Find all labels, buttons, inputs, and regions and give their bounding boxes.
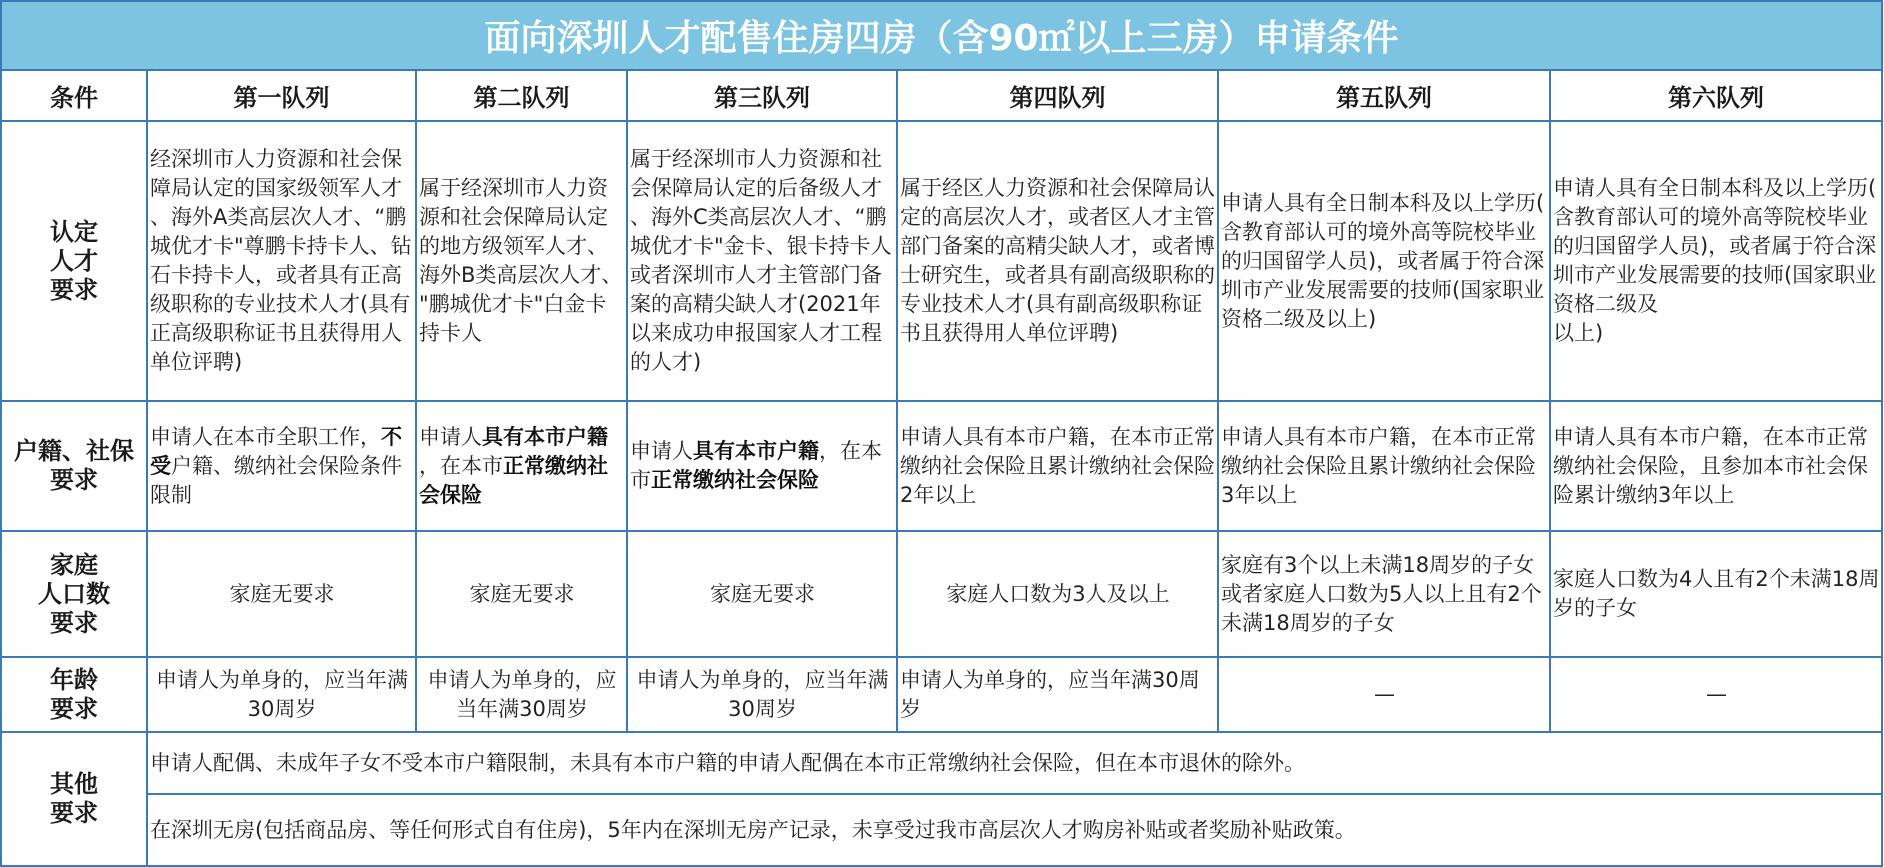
age-requirement-queue-5	[1219, 658, 1551, 733]
header-queue-label: 第三队列	[714, 84, 810, 112]
cell-text: 申请人具有全日制本科及以上学历(含教育部认可的境外高等院校毕业的归国留学人员)，或者属于符合深圳市产业发展需要的技师(国家职业资格二级及以上)	[1221, 190, 1545, 331]
header-queue-label: 第二队列	[473, 84, 570, 112]
row-label-text: 认定 人才 要求	[50, 217, 98, 304]
header-queue-label: 第一队列	[233, 84, 330, 112]
emphasis-text: 具有本市户籍	[482, 424, 608, 449]
row-label-text: 家庭 人口数 要求	[38, 550, 110, 637]
cell-text: 家庭无要求	[469, 581, 575, 606]
table-title-text: 面向深圳人才配售住房四房（含90㎡以上三房）申请条件	[484, 18, 1399, 59]
header-queue-3	[628, 71, 898, 122]
age-requirement-queue-6	[1551, 658, 1883, 733]
cell-text: 申请人为单身的，应当年满30周岁	[427, 667, 617, 721]
cell-text: 申请人具有全日制本科及以上学历(含教育部认可的境外高等院校毕业的归国留学人员)，或者属于符合深圳市产业发展需要的技师(国家职业资格二级及 以上)	[1553, 176, 1877, 345]
header-queue-label: 第六队列	[1668, 84, 1764, 112]
text-segment: ，在本市	[419, 453, 503, 478]
hukou-requirement-queue-2	[417, 402, 628, 532]
cell-text: 申请人为单身的，应当年满30周岁	[636, 667, 889, 721]
cell-text: 申请人具有本市户籍，在本市正常缴纳社会保险，且参加本市社会保险累计缴纳3年以上	[1553, 424, 1868, 507]
cell-text: 属于经区人力资源和社会保障局认定的高层次人才，或者区人才主管部门备案的高精尖缺人才，或者博士研究生，或者具有副高级职称的专业技术人才(具有副高级职称证书且获得用人单位评聘)	[900, 176, 1215, 345]
cell-text: 申请人配偶、未成年子女不受本市户籍限制，未具有本市户籍的申请人配偶在本市正常缴纳社会保险，但在本市退休的除外。	[150, 750, 1305, 775]
cell-text: 申请人具有本市户籍，在本市正常缴纳社会保险且累计缴纳社会保险3年以上	[1221, 424, 1536, 507]
hukou-requirement-queue-5	[1219, 402, 1551, 532]
other-requirement-line-1	[148, 733, 1883, 795]
cell-text: 家庭人口数为4人且有2个未满18周岁的子女	[1553, 567, 1880, 620]
talent-requirement-queue-2	[417, 122, 628, 402]
hukou-requirement-queue-4	[898, 402, 1219, 532]
household-requirement-queue-6	[1551, 532, 1883, 658]
cell-text: 在深圳无房(包括商品房、等任何形式自有住房)，5年内在深圳无房产记录，未享受过我市高层次人才购房补贴或者奖励补贴政策。	[150, 817, 1356, 842]
emphasis-text: 正常缴纳社会保险	[419, 453, 608, 507]
talent-requirement-queue-5	[1219, 122, 1551, 402]
row-label-household-size	[2, 532, 148, 658]
row-label-age	[2, 658, 148, 733]
text-segment: 申请人在本市全职工作，	[150, 424, 381, 449]
cell-text	[630, 437, 895, 495]
cell-text: —	[1374, 682, 1395, 706]
household-requirement-queue-2	[417, 532, 628, 658]
row-label-hukou-social-security	[2, 402, 148, 532]
cell-text: 家庭有3个以上未满18周岁的子女或者家庭人口数为5人以上且有2个未满18周岁的子女	[1221, 552, 1542, 635]
text-segment: ，在本市	[630, 439, 882, 492]
household-requirement-queue-5	[1219, 532, 1551, 658]
row-label-text: 其他 要求	[50, 770, 98, 827]
cell-text	[419, 423, 625, 510]
talent-requirement-queue-3	[628, 122, 898, 402]
header-queue-6	[1551, 71, 1883, 122]
text-segment: 申请人	[630, 439, 693, 463]
household-requirement-queue-4	[898, 532, 1219, 658]
cell-text: 家庭无要求	[710, 581, 815, 606]
row-label-text: 年龄 要求	[50, 665, 98, 723]
hukou-requirement-queue-3	[628, 402, 898, 532]
header-queue-5	[1219, 71, 1551, 122]
header-queue-label: 第四队列	[1009, 84, 1106, 112]
cell-text: 经深圳市人力资源和社会保障局认定的国家级领军人才、海外A类高层次人才、“鹏城优才卡"尊鹏卡持卡人、钻石卡持卡人，或者具有正高级职称的专业技术人才(具有正高级职称证书且获得用人单位评聘)	[150, 147, 412, 374]
hukou-requirement-queue-1	[148, 402, 417, 532]
text-segment: 户籍、缴纳社会保险条件限制	[150, 453, 402, 507]
cell-text: —	[1706, 682, 1727, 706]
header-queue-2	[417, 71, 628, 122]
table-title	[2, 2, 1883, 71]
age-requirement-queue-4	[898, 658, 1219, 733]
talent-requirement-queue-4	[898, 122, 1219, 402]
talent-requirement-queue-1	[148, 122, 417, 402]
cell-text: 属于经深圳市人力资源和社会保障局认定的地方级领军人才、海外B类高层次人才、"鹏城优才卡"白金卡持卡人	[419, 176, 623, 345]
cell-text: 家庭人口数为3人及以上	[946, 581, 1170, 606]
header-condition-label: 条件	[50, 84, 98, 112]
emphasis-text: 不受	[150, 424, 402, 478]
cell-text: 申请人具有本市户籍，在本市正常缴纳社会保险且累计缴纳社会保险2年以上	[900, 424, 1215, 507]
cell-text: 申请人为单身的，应当年满30周岁	[156, 667, 408, 721]
other-requirement-line-2	[148, 795, 1883, 867]
row-label-talent	[2, 122, 148, 402]
emphasis-text: 正常缴纳社会保险	[651, 468, 819, 492]
age-requirement-queue-2	[417, 658, 628, 733]
text-segment: 申请人	[419, 424, 482, 449]
header-queue-1	[148, 71, 417, 122]
age-requirement-queue-1	[148, 658, 417, 733]
cell-text: 家庭无要求	[229, 581, 335, 606]
cell-text: 属于经深圳市人力资源和社会保障局认定的后备级人才、海外C类高层次人才、“鹏城优才卡"金卡、银卡持卡人或者深圳市人才主管部门备案的高精尖缺人才(2021年以来成功申报国家人才工程的人才)	[630, 147, 892, 374]
header-condition	[2, 71, 148, 122]
row-label-other	[2, 733, 148, 867]
header-queue-4	[898, 71, 1219, 122]
talent-requirement-queue-6	[1551, 122, 1883, 402]
cell-text	[150, 423, 414, 510]
household-requirement-queue-1	[148, 532, 417, 658]
household-requirement-queue-3	[628, 532, 898, 658]
header-queue-label: 第五队列	[1336, 84, 1432, 112]
emphasis-text: 具有本市户籍	[693, 439, 819, 463]
hukou-requirement-queue-6	[1551, 402, 1883, 532]
cell-text: 申请人为单身的，应当年满30周岁	[900, 667, 1200, 721]
age-requirement-queue-3	[628, 658, 898, 733]
row-label-text: 户籍、社保 要求	[14, 437, 134, 494]
